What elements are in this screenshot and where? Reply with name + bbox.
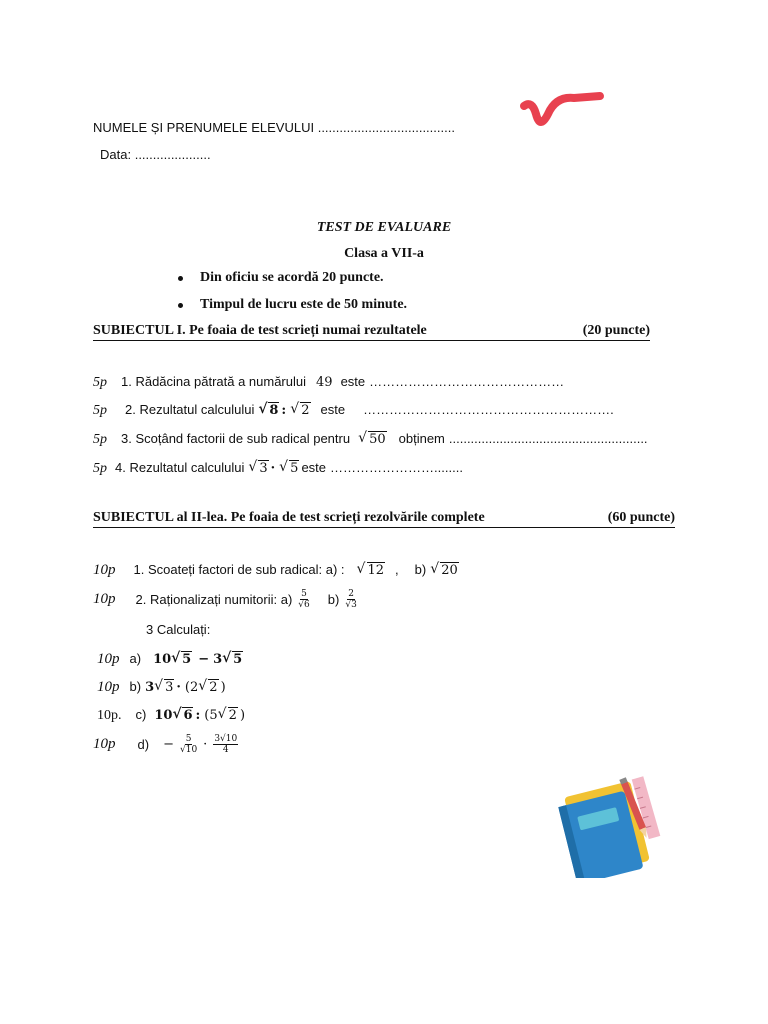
subject2-item-1 <box>93 561 461 579</box>
item-text: 2. Rezultatul calculului <box>125 402 255 417</box>
radical-expression: √ 2 <box>290 403 310 418</box>
item-points: 10p <box>93 736 116 752</box>
item-after: obținem <box>398 431 445 446</box>
operator: : <box>195 708 201 723</box>
student-name-label: NUMELE ȘI PRENUMELE ELEVULUI <box>93 120 315 135</box>
item-answer-blank: ……………………........ <box>330 460 463 475</box>
operator: · <box>176 680 181 695</box>
coefficient: 5 <box>209 708 218 723</box>
item-text: 1. Scoateți factori de sub radical: a) : <box>133 562 345 577</box>
bullet-icon <box>178 303 183 308</box>
subject1-item-3 <box>93 430 648 448</box>
sub-label: a) <box>129 651 142 666</box>
radical-expression: √ 50 <box>358 432 387 447</box>
radical-expression: √ 2 <box>218 708 238 723</box>
operator: − <box>198 652 210 667</box>
item-points: 10p <box>93 562 116 578</box>
item-text: 1. Rădăcina pătrată a numărului <box>121 374 307 389</box>
item-points: 10p <box>93 591 116 607</box>
calc-item-a <box>97 650 245 668</box>
test-title: TEST DE EVALUARE <box>316 220 452 235</box>
paren-close: ) <box>239 708 246 723</box>
subject1-item-1 <box>93 373 564 391</box>
item-points: 10p <box>97 679 120 695</box>
sub-label: b) <box>129 679 142 694</box>
coefficient: 3 <box>213 652 223 667</box>
operator: − <box>163 737 174 752</box>
item-points: 5p <box>93 432 107 447</box>
item-points: 5p <box>93 461 107 476</box>
paren-open: ( <box>184 680 190 695</box>
radical-expression: √ 12 <box>357 563 386 578</box>
subject2-title: SUBIECTUL al II-lea. Pe foaia de test scrieți rezolvările complete <box>93 510 485 525</box>
sub-label: b) <box>327 592 340 607</box>
item-text: 4. Rezultatul calculului <box>115 460 245 475</box>
subject2-heading <box>93 510 675 528</box>
sub-label: c) <box>135 707 147 722</box>
student-name-blank: ...................................... <box>317 120 455 135</box>
sub-label: d) <box>137 737 150 752</box>
item-after: este <box>301 460 327 475</box>
subject2-item-2 <box>93 589 359 610</box>
sub-label: b) <box>414 562 427 577</box>
coefficient: 10 <box>153 652 172 667</box>
item-points: 10p. <box>97 708 122 723</box>
calc-item-c <box>97 706 245 724</box>
paren-open: ( <box>204 708 210 723</box>
radical-expression: √ 5 <box>279 461 299 476</box>
item-after: este <box>320 402 346 417</box>
coefficient: 3 <box>145 680 155 695</box>
item-text: 3. Scoțând factorii de sub radical pentru <box>121 431 351 446</box>
date-line <box>100 147 211 162</box>
subject2-points: (60 puncte) <box>607 510 675 525</box>
calculate-label: 3 Calculați: <box>146 622 211 637</box>
separator: , <box>395 562 399 577</box>
grade-label: Clasa a VII-a <box>344 246 424 261</box>
item-points: 5p <box>93 375 107 390</box>
item-points: 10p <box>97 651 120 667</box>
radical-expression: √ 3 <box>154 680 174 695</box>
student-name-line <box>93 120 455 135</box>
item-text: 2. Raționalizați numitorii: a) <box>135 592 293 607</box>
paren-close: ) <box>220 680 226 695</box>
date-blank: ..................... <box>134 147 211 162</box>
subject1-points: (20 puncte) <box>582 323 650 338</box>
radical-expression: √ 5 <box>171 652 192 667</box>
item-answer-blank: ……………………………………… <box>369 374 565 389</box>
fraction: $\frac{3√10}{4}$ <box>214 734 238 755</box>
radical-expression: √ 6 <box>172 708 193 723</box>
subject1-title: SUBIECTUL I. Pe foaia de test scrieți numai rezultatele <box>93 323 427 338</box>
fraction: $\frac{5}{√6}$ <box>298 589 310 610</box>
subject1-item-2 <box>93 401 614 419</box>
radical-expression: √ 2 <box>198 680 218 695</box>
item-number: 49 <box>316 375 333 390</box>
radical-expression: √ 5 <box>222 652 243 667</box>
coefficient: 2 <box>190 680 199 695</box>
calc-item-b <box>97 678 226 696</box>
date-label: Data: <box>100 147 132 162</box>
bullet-icon <box>178 276 183 281</box>
radical-expression: √ 3 <box>248 461 268 476</box>
item-after: este <box>340 374 366 389</box>
school-supplies-icon <box>555 768 675 878</box>
bullet-official-points: Din oficiu se acordă 20 puncte. <box>200 270 384 285</box>
coefficient: 10 <box>154 708 173 723</box>
checkmark-icon <box>518 84 608 134</box>
operator: · <box>270 461 276 476</box>
subject1-heading <box>93 323 650 341</box>
operator: : <box>281 403 287 418</box>
item-answer-blank: …………………………………………………. <box>363 402 614 417</box>
item-answer-blank: ....................................................... <box>448 431 648 446</box>
fraction: $\frac{2}{√3}$ <box>345 589 357 610</box>
operator: · <box>203 737 208 752</box>
radical-expression: √ 20 <box>430 563 459 578</box>
fraction: $\frac{5}{√10}$ <box>179 734 198 755</box>
item-points: 5p <box>93 403 107 418</box>
calc-item-d <box>93 734 240 755</box>
subject1-item-4 <box>93 459 463 477</box>
radical-expression: √ 8 <box>258 403 279 418</box>
bullet-time-limit: Timpul de lucru este de 50 minute. <box>200 297 408 312</box>
